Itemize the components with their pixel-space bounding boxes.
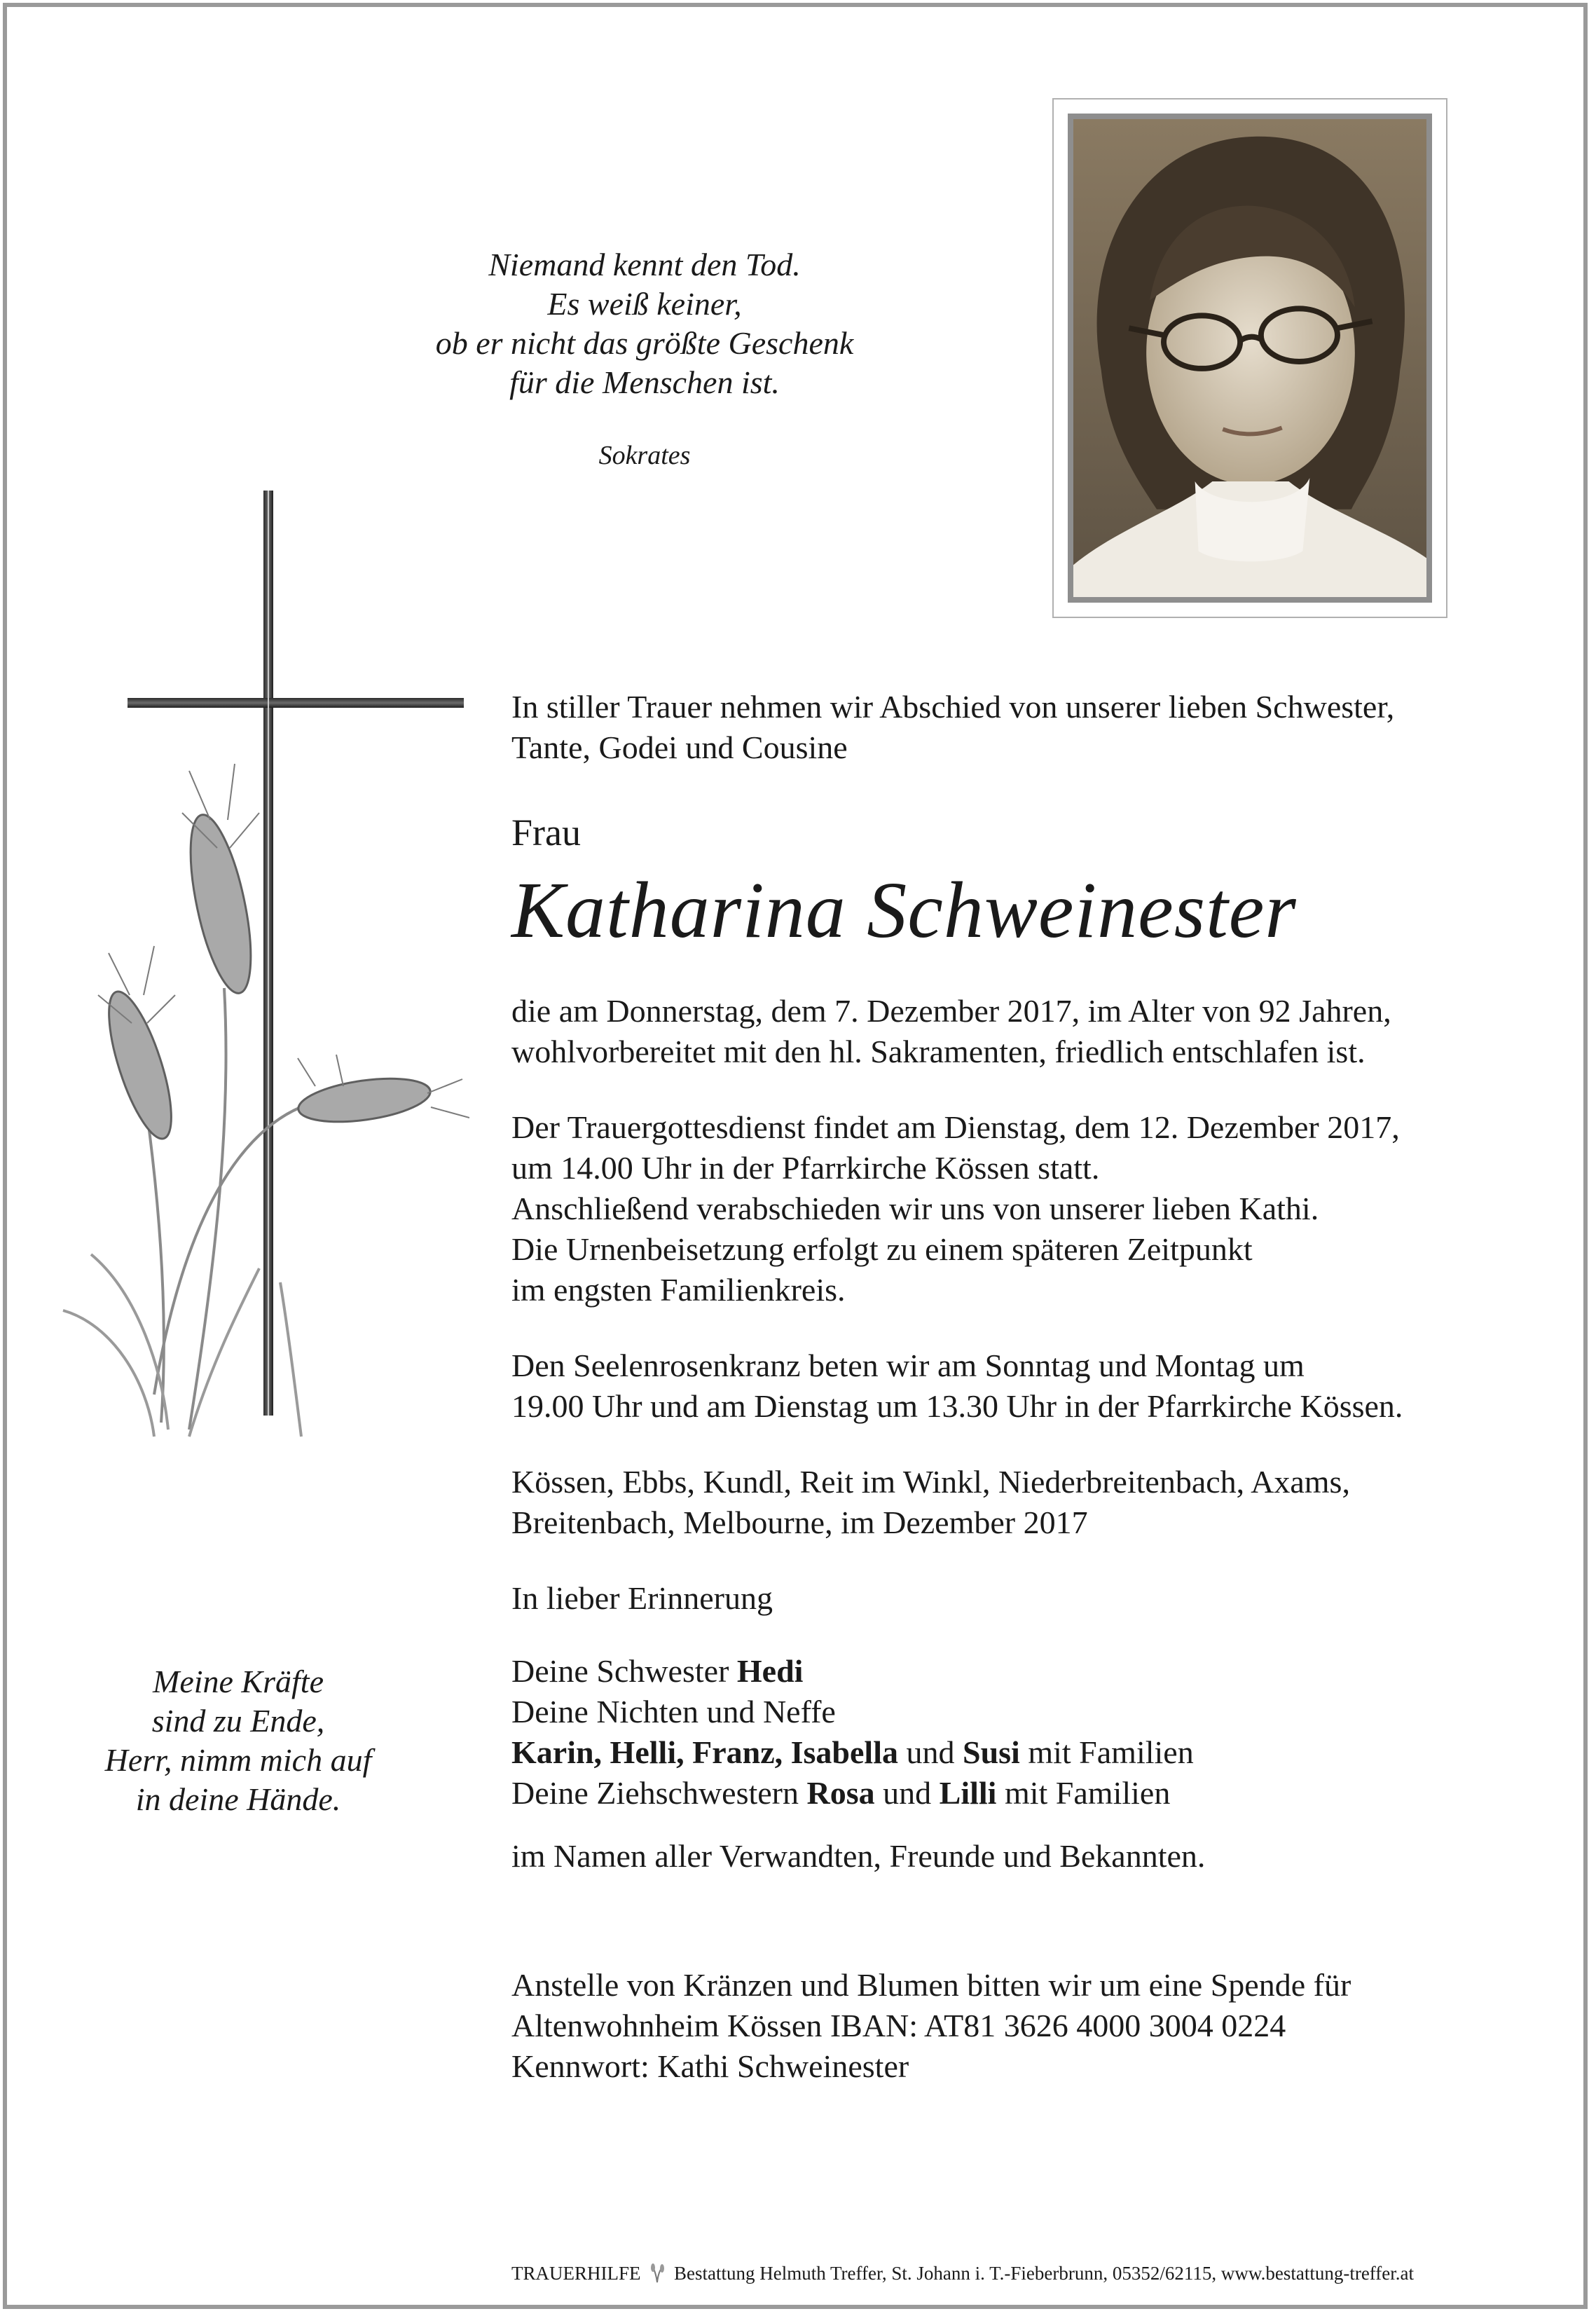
- text-fragment: und: [897, 1734, 963, 1770]
- places-paragraph: [511, 1462, 1541, 1543]
- nieces-names-line: [511, 1734, 1194, 1770]
- portrait-image: [1073, 119, 1426, 597]
- title-frau: Frau: [511, 811, 581, 854]
- text-line: wohlvorbereitet mit den hl. Sakramenten, friedlich entschlafen ist.: [511, 1034, 1365, 1069]
- intro-paragraph: [511, 687, 1541, 768]
- footer-brand: TRAUERHILFE: [511, 2263, 641, 2284]
- family-list: [511, 1651, 1541, 1814]
- text-line: In stiller Trauer nehmen wir Abschied von unserer lieben Schwester,: [511, 689, 1395, 725]
- text-line: 19.00 Uhr und am Dienstag um 13.30 Uhr in der Pfarrkirche Kössen.: [511, 1388, 1403, 1424]
- text-fragment: mit Familien: [1019, 1734, 1194, 1770]
- quote-line: ob er nicht das größte Geschenk: [435, 325, 854, 361]
- footer-contact: Bestattung Helmuth Treffer, St. Johann i. T.-Fieberbrunn, 05352/62115, www.bestattung-treffer.at: [674, 2263, 1415, 2284]
- closing-quote: [70, 1662, 406, 1819]
- text-line: um 14.00 Uhr in der Pfarrkirche Kössen statt.: [511, 1150, 1100, 1186]
- sister-name: Hedi: [736, 1653, 804, 1689]
- quote-line: sind zu Ende,: [151, 1703, 325, 1739]
- cross-with-wheat-illustration: [49, 484, 469, 1577]
- portrait-frame: [1052, 98, 1447, 618]
- cross-icon: [128, 491, 464, 1416]
- text-line: Der Trauergottesdienst findet am Dienstag, dem 12. Dezember 2017,: [511, 1109, 1400, 1145]
- wheat-icon: [63, 988, 322, 1437]
- text-line: Anschließend verabschieden wir uns von unserer lieben Kathi.: [511, 1191, 1319, 1226]
- quote-line: in deine Hände.: [135, 1781, 341, 1817]
- text-line: Anstelle von Kränzen und Blumen bitten wir um eine Spende für: [511, 1967, 1351, 2003]
- rosary-paragraph: [511, 1345, 1541, 1427]
- text-line: Kössen, Ebbs, Kundl, Reit im Winkl, Niederbreitenbach, Axams,: [511, 1464, 1350, 1500]
- foster-sisters-line: [511, 1775, 1170, 1811]
- text-line: die am Donnerstag, dem 7. Dezember 2017, im Alter von 92 Jahren,: [511, 993, 1391, 1029]
- text-line: im engsten Familienkreis.: [511, 1272, 846, 1308]
- opening-quote: [350, 245, 939, 402]
- nieces-line: Deine Nichten und Neffe: [511, 1694, 836, 1729]
- quote-line: Niemand kennt den Tod.: [488, 247, 801, 282]
- quote-author: Sokrates: [598, 441, 691, 470]
- foster-sister-name: Lilli: [939, 1775, 997, 1811]
- quote-line: Herr, nimm mich auf: [104, 1742, 372, 1778]
- footer: [511, 2262, 1562, 2284]
- niece-names: Karin, Helli, Franz, Isabella: [511, 1734, 898, 1770]
- quote-line: Es weiß keiner,: [547, 286, 742, 322]
- service-paragraph: [511, 1107, 1541, 1310]
- text-line: Den Seelenrosenkranz beten wir am Sonntag und Montag um: [511, 1348, 1305, 1383]
- announcement-body: [511, 687, 1541, 2087]
- memory-line: In lieber Erinnerung: [511, 1580, 773, 1616]
- foster-sister-name: Rosa: [806, 1775, 875, 1811]
- text-line: Die Urnenbeisetzung erfolgt zu einem späteren Zeitpunkt: [511, 1231, 1253, 1267]
- text-fragment: mit Familien: [996, 1775, 1171, 1811]
- text-fragment: und: [874, 1775, 940, 1811]
- text-line: Kennwort: Kathi Schweinester: [511, 2048, 909, 2084]
- text-fragment: Deine Schwester: [511, 1653, 737, 1689]
- sister-line: [511, 1653, 803, 1689]
- portrait-photo: [1068, 114, 1432, 603]
- death-paragraph: [511, 991, 1541, 1072]
- niece-name: Susi: [962, 1734, 1020, 1770]
- text-line: Altenwohnheim Kössen IBAN: AT81 3626 4000 3004 0224: [511, 2008, 1286, 2043]
- text-fragment: Deine Ziehschwestern: [511, 1775, 807, 1811]
- quote-line: Meine Kräfte: [153, 1664, 324, 1699]
- text-line: Breitenbach, Melbourne, im Dezember 2017: [511, 1505, 1088, 1540]
- quote-line: für die Menschen ist.: [509, 364, 780, 400]
- text-line: Tante, Godei und Cousine: [511, 729, 848, 765]
- donation-paragraph: [511, 1965, 1541, 2087]
- wheat-logo-icon: [648, 2263, 666, 2284]
- relatives-line: im Namen aller Verwandten, Freunde und Bekannten.: [511, 1838, 1206, 1874]
- deceased-name: Katharina Schweinester: [511, 865, 1297, 954]
